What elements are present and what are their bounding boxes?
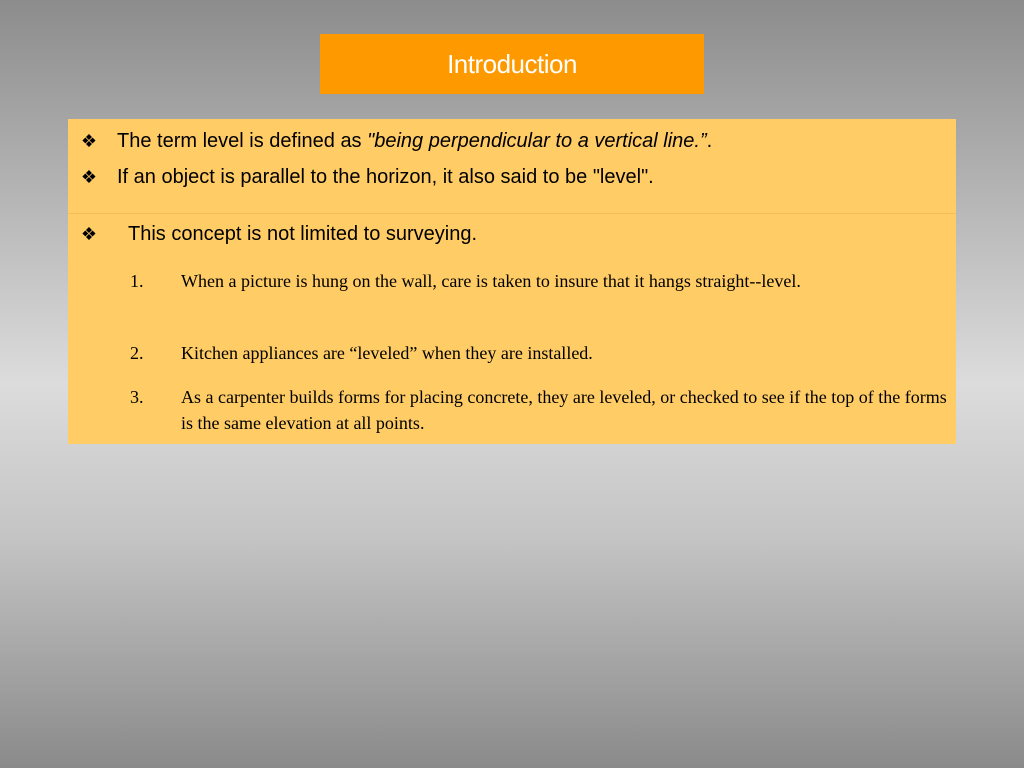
numbered-item: [130, 268, 950, 294]
item-number: 2.: [130, 343, 144, 363]
bullet-text: If an object is parallel to the horizon, it also said to be "level".: [117, 166, 654, 188]
diamond-bullet-icon: ❖: [80, 224, 98, 244]
content-panel: [68, 119, 956, 444]
bullet-item: [78, 223, 477, 246]
item-number: 3.: [130, 387, 144, 407]
item-number: 1.: [130, 271, 144, 291]
bullet-text: This concept is not limited to surveying.: [128, 223, 478, 245]
item-text: Kitchen appliances are “leveled” when they are installed.: [181, 343, 593, 363]
item-text: As a carpenter builds forms for placing concrete, they are leveled, or checked to see if the top of the forms is the same elevation at all points.: [181, 387, 947, 433]
bullet-text-end: .: [706, 130, 713, 152]
bullet-text: [117, 130, 712, 153]
bullet-text-plain: The term level is defined as: [117, 130, 368, 152]
slide-title: Introduction: [447, 48, 577, 79]
diamond-bullet-icon: ❖: [80, 131, 98, 151]
numbered-item: [130, 340, 950, 366]
diamond-bullet-icon: ❖: [80, 167, 98, 187]
bullet-section-top: [68, 119, 956, 214]
item-text: When a picture is hung on the wall, care is taken to insure that it hangs straight--level.: [181, 271, 801, 291]
bullet-text-italic: "being perpendicular to a vertical line.”: [367, 130, 707, 152]
bullet-item: [78, 130, 712, 153]
bullet-item: [78, 166, 654, 189]
title-box: [320, 34, 704, 94]
numbered-item: [130, 384, 950, 436]
